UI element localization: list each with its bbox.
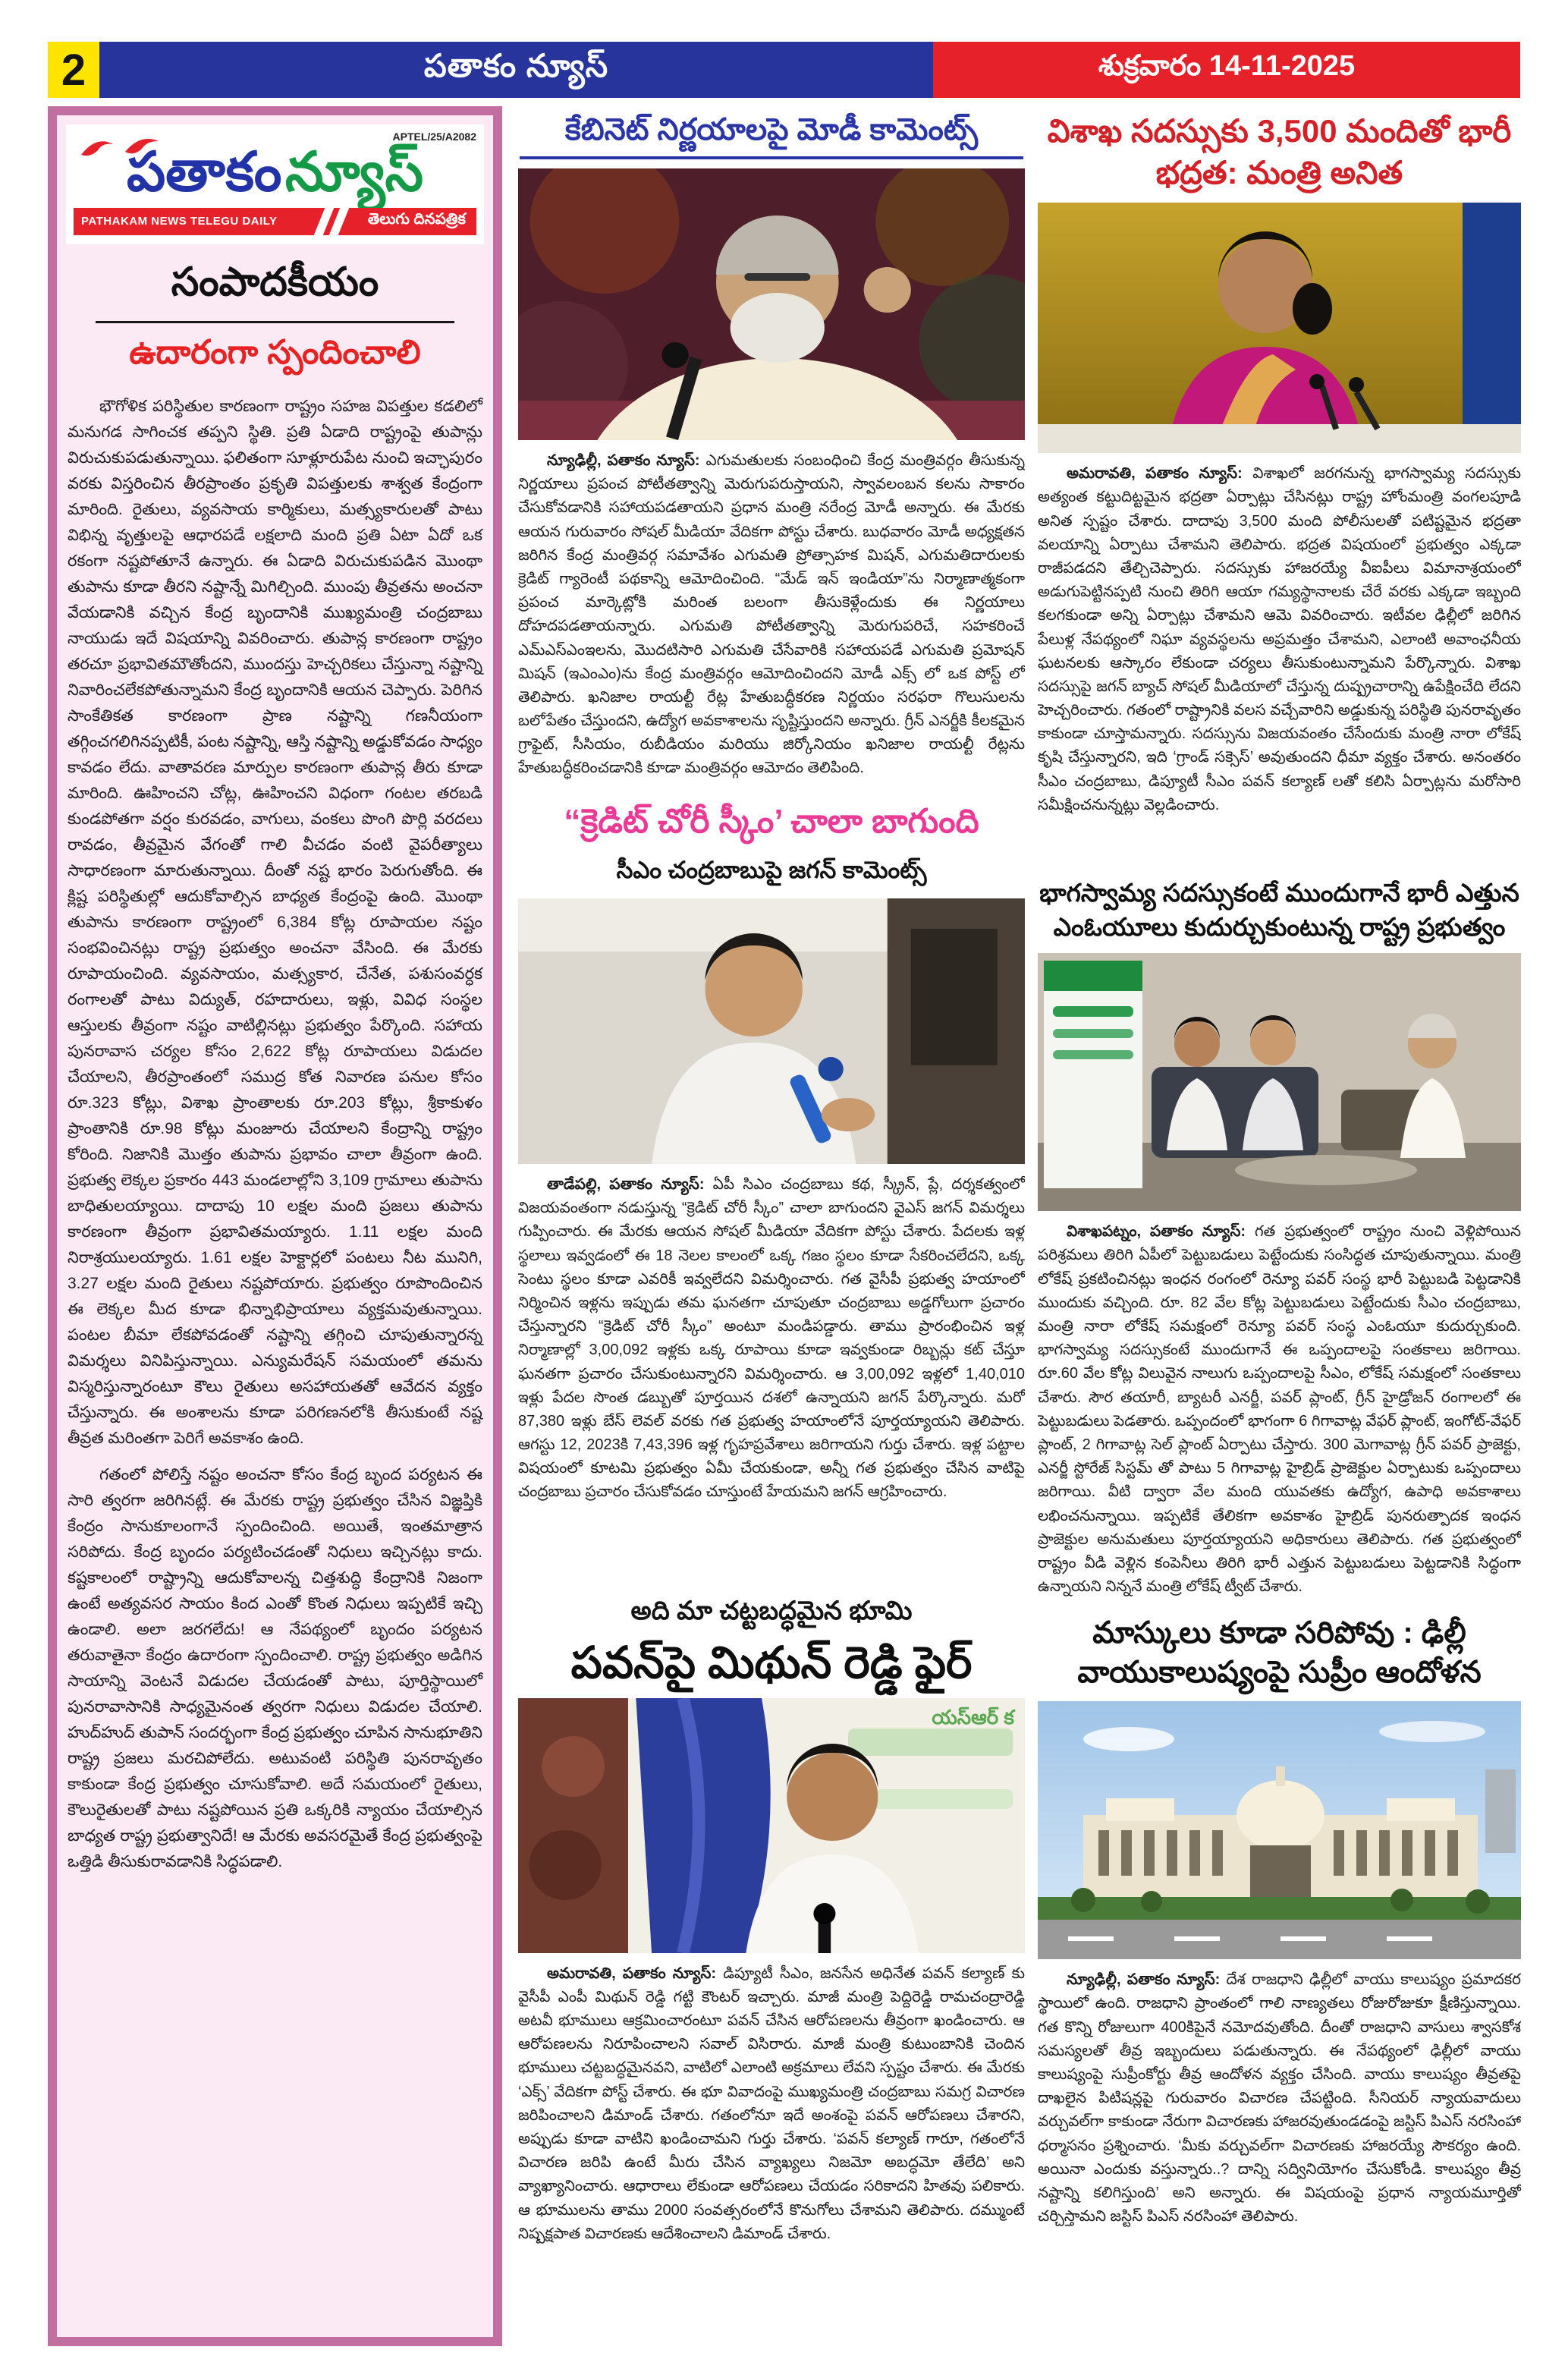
dateline: అమరావతి, పతాకం న్యూస్: — [1067, 465, 1243, 483]
anitha-article-body — [1038, 462, 1521, 863]
mithun-article-kicker: అది మా చట్టబద్ధమైన భూమి — [630, 1596, 913, 1625]
anitha-photo — [1038, 203, 1521, 453]
article-text: డిప్యూటీ సీఎం, జనసేన అధినేత పవన్ కల్యాణ్ కు వైసీపీ ఎంపీ మిథున్ రెడ్డి గట్టి కౌంటర్ ఇచ్చారు. మాజీ మంత్రి పెద్దిరెడ్డి రామచంద్రారెడ్డి అటవీ భూములు ఆక్రమించారంటూ పవన్ చేసిన ఆరోపణలను తీవ్రంగా ఖండించారు. ఆ ఆరోపణలను నిరూపించాలని సవాల్ విసిరారు. మాజీ మంత్రి కుటుంబానికి చెందిన భూములు చట్టబద్ధమైనవని, వాటిలో ఎలాంటి అక్రమాలు లేవని స్పష్టం చేశారు. ఈ మేరకు ‘ఎక్స్’ వేదికగా పోస్ట్ చేశారు. ఈ భూ వివాదంపై ముఖ్యమంత్రి చంద్రబాబు సమగ్ర విచారణ జరిపించాలని డిమాండ్ చేశారు. గతంలోనూ ఇదే అంశంపై పవన్ ఆరోపణలు చేశారని, అప్పుడు కూడా వాటిని ఖండించామని గుర్తు చేశారు. ‘పవన్ కల్యాణ్ గారూ, గతంలోనే విచారణ జరిపి ఉంటే మీరు చేసిన వ్యాఖ్యలు నిజమో అబద్ధమో తేలేది’ అని వ్యాఖ్యానించారు. ఆధారాలు లేకుండా ఆరోపణలు చేయడం సరికాదని హితవు పలికారు. ఆ భూములను తాము 2000 సంవత్సరంలోనే కొనుగోలు చేశామని తెలిపారు. దమ్ముంటే నిష్పక్షపాత విచారణకు ఆదేశించాలని డిమాండ్ చేశారు. — [518, 1964, 1025, 2242]
dateline: విశాఖపట్నం, పతాకం న్యూస్: — [1067, 1223, 1246, 1241]
paper-title: పతాకం న్యూస్ — [99, 42, 933, 98]
right-column — [1038, 111, 1521, 2295]
modi-article-headline: కేబినెట్ నిర్ణయాలపై మోడీ కామెంట్స్ — [564, 113, 979, 146]
editorial-divider — [96, 321, 455, 323]
logo-word-news: న్యూస్ — [284, 142, 424, 203]
page-header — [48, 42, 1520, 98]
dateline: తాడేపల్లి, పతాకం న్యూస్: — [547, 1176, 705, 1193]
masthead-ribbon — [74, 208, 476, 235]
modi-photo-illustration — [518, 168, 1025, 440]
supreme-court-photo — [1038, 1701, 1521, 1959]
article-text: ఏపీ సిఎం చంద్రబాబు కథ, స్క్రీన్, ప్లే, దర్శకత్వంలో విజయవంతంగా నడుస్తున్న “క్రెడిట్ చోరీ స్కీం” చాలా బాగుందని వైఎస్ జగన్ విమర్శలు గుప్పించారు. ఈ మేరకు ఆయన సోషల్ మీడియా వేదికగా పోస్టు చేశారు. పేదలకు ఇళ్ల స్థలాలు ఇవ్వడంలో ఈ 18 నెలల కాలంలో ఒక్క గజం స్థలం కూడా సేకరించలేదని, ఒక్క సెంటు స్థలం కూడా ఎవరికీ ఇవ్వలేదని విమర్శించారు. గత వైసీపీ ప్రభుత్వ హయాంలో నిర్మించిన ఇళ్లను ఇప్పుడు తమ ఘనతగా చూపుతూ చంద్రబాబు అడ్డగోలుగా ప్రచారం చేస్తున్నారని “క్రెడిట్ చోరీ స్కీం” అంటూ మండిపడ్డారు. తాము ప్రారంభించిన ఇళ్ల నిర్మాణాల్లో 3,00,092 ఇళ్లకు ఒక్క రూపాయి కూడా ఇవ్వకుండా రిబ్బన్లు కట్ చేస్తూ ఘనతగా ప్రచారం చేసుకుంటున్నారని విమర్శించారు. ఆ 3,00,092 ఇళ్లలో 1,40,010 ఇళ్లు పేదల సొంత డబ్బుతో పూర్తయిన దశలో ఉన్నాయని జగన్ పేర్కొన్నారు. మరో 87,380 ఇళ్లు బేస్ లెవల్ వరకు గత ప్రభుత్వ హయాంలోనే పూర్తయ్యాయని తెలిపారు. ఆగస్టు 12, 2023కి 7,43,396 ఇళ్ల గృహప్రవేశాలు జరిగాయని గుర్తు చేశారు. ఇళ్ల పట్టాల విషయంలో కూటమి ప్రభుత్వం ఏమీ చేయకుండా, అన్నీ గత ప్రభుత్వం చేసిన వాటిపై చంద్రబాబు ప్రచారం చేసుకోవడం చూస్తుంటే హేయమని జగన్ ఆగ్రహించారు. — [518, 1176, 1025, 1501]
editorial-section-label: సంపాదకీయం — [171, 260, 379, 304]
masthead-tagline-telugu: తెలుగు దినపత్రిక — [367, 211, 466, 228]
dateline: అమరావతి, పతాకం న్యూస్: — [547, 1964, 717, 1982]
paper-logo — [74, 144, 476, 202]
headline-underline — [520, 156, 1023, 159]
editorial-paragraph: గతంలో పోలిస్తే నష్టం అంచనా కోసం కేంద్ర బృంద పర్యటన ఈ సారి త్వరగా జరిగినట్లే. ఈ మేరకు రాష్ట్ర ప్రభుత్వం చేసిన విజ్ఞప్తికి కేంద్రం సానుకూలంగానే స్పందించింది. అయితే, ఇంతమాత్రాన సరిపోదు. కేంద్ర బృందం పర్యటించడంతో నిధులు ఇచ్చినట్లు కాదు. కష్టకాలంలో రాష్ట్రాన్ని ఆదుకోవాలన్న చిత్తశుద్ధి కేంద్రానికి నిజంగా ఉంటే అత్యవసర సాయం కింద ఎంతో కొంత నిధులు ఇప్పటికే ఇచ్చి ఉండాలి. అలా జరగలేదు! ఆ నేపథ్యంలో బృందం పర్యటన తరువాతైనా కేంద్రం ఉదారంగా స్పందించాలి. రాష్ట్ర ప్రభుత్వం అడిగిన సాయాన్ని వెంటనే విడుదల చేయడంతో పాటు, పూర్తిస్థాయిలో పునరావాసానికి సాధ్యమైనంత త్వరగా నిధులు విడుదల చేయాలి. హుద్‌హుద్ తుపాన్ సందర్భంగా కేంద్ర ప్రభుత్వం చూపిన సానుభూతిని రాష్ట్ర ప్రజలు మరచిపోలేదు. అటువంటి పరిస్థితి పునరావృతం కాకుండా కేంద్ర ప్రభుత్వం చూసుకోవాలి. అదే సమయంలో రైతులు, కౌలురైతులతో పాటు నష్టపోయిన ప్రతి ఒక్కరికి న్యాయం చేయాల్సిన బాధ్యత రాష్ట్ర ప్రభుత్వానిదే! ఆ మేరకు అవసరమైతే కేంద్ర ప్రభుత్వంపై ఒత్తిడి తీసుకురావడానికి సిద్ధపడాలి. — [68, 1466, 482, 1871]
mithun-photo-illustration — [518, 1698, 1025, 1953]
logo-word-pathakam: పతాకం — [126, 142, 282, 203]
jagan-article-headline: “క్రెడిట్ చోరీ స్కీం’ చాలా బాగుంది — [564, 803, 979, 840]
mithun-article-body — [518, 1962, 1025, 2328]
editorial-column — [48, 106, 502, 2346]
article-text: విశాఖలో జరగనున్న భాగస్వామ్య సదస్సుకు అత్యంత కట్టుదిట్టమైన భద్రతా ఏర్పాట్లు చేసినట్లు రాష్ట్ర హోంమంత్రి వంగలపూడి అనిత స్పష్టం చేశారు. దాదాపు 3,500 మంది పోలీసులతో పటిష్టమైన భద్రతా వలయాన్ని ఏర్పాటు చేశామని తెలిపారు. భద్రత విషయంలో ప్రభుత్వం ఎక్కడా రాజీపడదని తేల్చిచెప్పారు. సదస్సుకు హాజరయ్యే వీఐపీలు విమానాశ్రయంలో అడుగుపెట్టినప్పటి నుంచి తిరిగి ఆయా గమ్యస్థానాలకు చేరే వరకు ఎక్కడా ఇబ్బంది కలగకుండా అన్ని ఏర్పాట్లు చేశామని ఆమె వివరించారు. ఇటీవల ఢిల్లీలో జరిగిన పేలుళ్ల నేపథ్యంలో నిఘా వ్యవస్థలను అప్రమత్తం చేశామని, ఎలాంటి అవాంఛనీయ ఘటనలకు ఆస్కారం లేకుండా చర్యలు తీసుకుంటున్నామని పేర్కొన్నారు. విశాఖ సదస్సుపై జగన్ బ్యాచ్ సోషల్ మీడియాలో చేస్తున్న దుష్ప్రచారాన్ని ఉపేక్షించేది లేదని హెచ్చరించారు. గతంలో రాష్ట్రానికి వలస వచ్చేవారిని అడ్డుకున్న పరిస్థితి పునరావృతం కాకుండా చూస్తామన్నారు. సదస్సును విజయవంతం చేసేందుకు మంత్రి నారా లోకేష్ కృషి చేస్తున్నారని, ఇది ‘గ్రాండ్ సక్సెస్’ అవుతుందని ధీమా వ్యక్తం చేశారు. అనంతరం సీఎం చంద్రబాబు, డిప్యూటీ సీఎం పవన్ కల్యాణ్ లతో కలిసి ఏర్పాట్లను మరోసారి సమీక్షించనున్నట్లు వెల్లడించారు. — [1038, 465, 1521, 813]
jagan-article-subhead: సీఎం చంద్రబాబుపై జగన్ కామెంట్స్ — [616, 857, 927, 883]
bird-logo-icon — [80, 132, 163, 166]
masthead-tagline-english: PATHAKAM NEWS TELEGU DAILY — [81, 215, 278, 228]
mou-article-body — [1038, 1220, 1521, 1600]
page-number: 2 — [48, 42, 99, 98]
registration-number: APTEL/25/A2082 — [392, 131, 476, 143]
jagan-photo — [518, 898, 1025, 1164]
dateline: న్యూఢిల్లీ, పతాకం న్యూస్: — [1067, 1971, 1221, 1989]
editorial-paragraph: భౌగోళిక పరిస్థితుల కారణంగా రాష్ట్రం సహజ విపత్తుల కడలిలో మనుగడ సాగించక తప్పని స్థితి. ప్రతి ఏడాది రాష్ట్రంపై తుపాన్లు విరుచుకుపడుతున్నాయి. ఫలితంగా సూళ్లూరుపేట నుంచి ఇచ్ఛాపురం వరకు విస్తరించిన తీరప్రాంతం ప్రకృతి విపత్తులకు శాశ్వత కేంద్రంగా మారింది. రైతులు, వ్యవసాయ కార్మికులు, మత్స్యకారులతో పాటు విభిన్న వృత్తులపై ఆధారపడే లక్షలాది మంది ప్రతి ఏటా ఏదో ఒక రకంగా నష్టపోతూనే ఉన్నారు. ఈ ఏడాది విరుచుకుపడిన మొంథా తుపాను కూడా తీరని నష్టాన్నే మిగిల్చింది. ముంపు తీవ్రతను అంచనా వేయడానికి వచ్చిన కేంద్ర బృందానికి ముఖ్యమంత్రి చంద్రబాబు నాయుడు ఇదే విషయాన్ని వివరించారు. తుపాన్ల కారణంగా రాష్ట్రం తరచూ ప్రభావితమౌతోందని, ముందస్తు హెచ్చరికలు చేస్తున్నా నష్టాన్ని నివారించలేకపోతున్నామని కేంద్ర బృందానికి ఆయన చెప్పారు. పెరిగిన సాంకేతికత కారణంగా ప్రాణ నష్టాన్ని గణనీయంగా తగ్గించగలిగినప్పటికీ, పంట నష్టాన్ని, ఆస్తి నష్టాన్ని అడ్డుకోవడం సాధ్యం కావడం లేదు. వాతావరణ మార్పుల కారణంగా తుపాన్ల తీరు కూడా మారింది. ఊహించని చోట్ల, ఊహించని విధంగా గంటల తరబడి కుండపోతగా వర్షం కురవడం, వాగులు, వంకలు పొంగి పొర్లి వరదలు రావడం, తీవ్రమైన వేగంతో గాలి వీచడం వంటి వైపరీత్యాలు సాధారణంగా మారుతున్నాయి. దీంతో నష్ట భారం పెరుగుతోంది. ఈ క్లిష్ట పరిస్థితుల్లో ఆదుకోవాల్సిన బాధ్యత కేంద్రంపై ఉంది. మొంథా తుపాను కారణంగా రాష్ట్రంలో 6,384 కోట్ల రూపాయల నష్టం సంభవించినట్లు రాష్ట్ర ప్రభుత్వం అంచనా వేసింది. ఈ మేరకు రూపాయంచింది. వ్యవసాయం, మత్స్యకార, చేనేత, పశుసంవర్ధక రంగాలతో పాటు విద్యుత్, రహదారులు, ఇళ్లు, వివిధ సంస్థల ఆస్తులకు తీవ్రంగా నష్టం వాటిల్లినట్లు ప్రభుత్వం పేర్కొంది. సహాయ పునరావాస చర్యల కోసం 2,622 కోట్ల రూపాయలు విడుదల చేయాలని, తీరప్రాంతంలో సముద్ర కోత నివారణ పనుల కోసం రూ.323 కోట్లు, విశాఖ ప్రాంతాలకు రూ.203 కోట్లు, శ్రీకాకుళం ప్రాంతానికి రూ.98 కోట్లు మంజూరు చేయాలని కేంద్రాన్ని రాష్ట్రం కోరింది. నిజానికి మొత్తం తుపాను ప్రభావం చాలా తీవ్రంగా ఉంది. ప్రభుత్వ లెక్కల ప్రకారం 443 మండలాల్లోని 3,109 గ్రామాలు తుపాను బాధితులయ్యాయి. దాదాపు 10 లక్షల మంది ప్రజలు తుపాను కారణంగా తీవ్రంగా ప్రభావితమయ్యారు. 1.11 లక్షల మంది నిరాశ్రయులయ్యారు. 1.61 లక్షల హెక్టార్లలో పంటలు నీట మునిగి, 3.27 లక్షల మంది రైతులు నష్టపోయారు. ప్రభుత్వం రూపొందించిన ఈ లెక్కల మీద కూడా భిన్నాభిప్రాయాలు వ్యక్తమవుతున్నాయి. పంటల బీమా లేకపోవడంతో నష్టాన్ని తగ్గించి చూపుతున్నారన్న విమర్శలు వినిపిస్తున్నాయి. ఎన్యుమరేషన్ సమయంలో తమను విస్మరిస్తున్నారంటూ కౌలు రైతులు అసహాయతతో ఆవేదన వ్యక్తం చేస్తున్నారు. ఈ అంశాలను కూడా పరిగణనలోకి తీసుకుంటే నష్ట తీవ్రత మరింతగా పెరిగే అవకాశం ఉంది. — [68, 397, 482, 1448]
mou-meeting-photo — [1038, 953, 1521, 1211]
modi-article-body — [518, 449, 1025, 788]
article-text: దేశ రాజధాని ఢిల్లీలో వాయు కాలుష్యం ప్రమాదకర స్థాయిలో ఉంది. రాజధాని ప్రాంతంలో గాలి నాణ్యతలు రోజురోజుకూ క్షీణిస్తున్నాయి. గత కొన్ని రోజులుగా 400కిపైనే నమోదవుతోంది. దీంతో రాజధాని వాసులు శ్వాసకోశ సమస్యలతో తీవ్ర ఇబ్బందులు పడుతున్నారు. ఈ నేపథ్యంలో ఢిల్లీలో వాయు కాలుష్యంపై సుప్రీంకోర్టు తీవ్ర ఆందోళన వ్యక్తం చేసింది. వాయు కాలుష్యం తీవ్రతపై దాఖలైన పిటిషన్లపై గురువారం విచారణ చేపట్టింది. సీనియర్ న్యాయవాదులు వర్చువల్‌గా కాకుండా నేరుగా విచారణకు హాజరవుతుండడంపై జస్టిస్ పిఎస్ నరసింహా ధర్మాసనం ప్రశ్నించారు. ‘మీకు వర్చువల్‌గా విచారణకు హాజరయ్యే సౌకర్యం ఉంది. అయినా ఎందుకు వస్తున్నారు..? దాన్ని సద్వినియోగం చేసుకోండి. కాలుష్యం తీవ్ర నష్టాన్ని కలిగిస్తుంది’ అని అన్నారు. ఈ విషయంపై ప్రధాన న్యాయమూర్తితో చర్చిస్తామని జస్టిస్ పిఎస్ నరసింహా తెలిపారు. — [1038, 1971, 1521, 2226]
editorial-body — [66, 394, 484, 1876]
pollution-article-headline: మాస్కులు కూడా సరిపోవు : ఢిల్లీ వాయుకాలుష్యంపై సుప్రీం ఆందోళన — [1077, 1616, 1482, 1690]
dateline: న్యూఢిల్లీ, పతాకం న్యూస్: — [547, 452, 700, 469]
issue-date: శుక్రవారం 14-11-2025 — [933, 42, 1520, 98]
middle-column — [518, 111, 1025, 2328]
modi-photo — [518, 168, 1025, 440]
mithun-photo — [518, 1698, 1025, 1953]
mou-photo-illustration — [1038, 953, 1521, 1211]
anitha-article-headline: విశాఖ సదస్సుకు 3,500 మందితో భారీ భద్రత: మంత్రి అనిత — [1047, 113, 1512, 190]
anitha-photo-illustration — [1038, 203, 1521, 453]
masthead — [66, 124, 484, 244]
editorial-headline: ఉదారంగా స్పందించాలి — [129, 333, 421, 371]
jagan-article-body — [518, 1173, 1025, 1583]
mou-article-headline: భాగస్వామ్య సదస్సుకంటే ముందుగానే భారీ ఎత్తున ఎంఓయూలు కుదుర్చుకుంటున్న రాష్ట్ర ప్రభుత్వం — [1039, 879, 1519, 941]
jagan-photo-illustration — [518, 898, 1025, 1164]
pollution-article-body — [1038, 1968, 1521, 2295]
article-text: గత ప్రభుత్వంలో రాష్ట్రం నుంచి వెళ్లిపోయిన పరిశ్రమలు తిరిగి ఏపీలో పెట్టుబడులు పెట్టేందుకు సంసిద్ధత చూపుతున్నాయి. మంత్రి లోకేష్ ప్రకటించినట్లు ఇంధన రంగంలో రెన్యూ పవర్ సంస్థ భారీ పెట్టుబడి పెట్టడానికి ముందుకు వచ్చింది. రూ. 82 వేల కోట్ల పెట్టుబడులు పెట్టేందుకు సీఎం చంద్రబాబు, మంత్రి నారా లోకేష్ సమక్షంలో రెన్యూ పవర్ సంస్థ ఎంఓయూ కుదుర్చుకుంది. భాగస్వామ్య సదస్సుకంటే ముందుగానే ఈ ఒప్పందాలపై సంతకాలు జరిగాయి. రూ.60 వేల కోట్ల విలువైన నాలుగు ఒప్పందాలపై సీఎం, లోకేష్ సమక్షంలో సంతకాలు చేశారు. సౌర తయారీ, బ్యాటరీ ఎనర్జీ, పవర్ ప్లాంట్, గ్రీన్ హైడ్రోజన్ రంగాలలో ఈ పెట్టుబడులు పెడతారు. ఒప్పందంలో భాగంగా 6 గిగావాట్ల వేఫర్ ప్లాంట్, ఇంగోట్-వేఫర్ ప్లాంట్, 2 గిగావాట్ల సెల్ ప్లాంట్ ఏర్పాటు చేస్తారు. 300 మెగావాట్ల గ్రీన్ పవర్ ప్రాజెక్టు, ఎనర్జీ స్టోరేజ్ సిస్టమ్ తో పాటు 5 గిగావాట్ల హైబ్రిడ్ ప్రాజెక్టుల ఏర్పాటుకు ఒప్పందాలు జరిగాయి. వీటి ద్వారా వేల మంది యువతకు ఉద్యోగ, ఉపాధి అవకాశాలు లభించనున్నాయి. ఇప్పటికే తేలికగా అవకాశం హైబ్రిడ్ పునరుత్పాదక ఇంధన ప్రాజెక్టుల అనుమతులు పూర్తయ్యాయని అధికారులు తెలిపారు. గత ప్రభుత్వంలో రాష్ట్రం వీడి వెళ్లిన కంపెనీలు తిరిగి భారీ ఎత్తున పెట్టుబడులు పెట్టడానికి సిద్ధంగా ఉన్నాయని నిన్ననే మంత్రి లోకేష్ ట్వీట్ చేశారు. — [1038, 1223, 1521, 1596]
article-text: ఎగుమతులకు సంబంధించి కేంద్ర మంత్రివర్గం తీసుకున్న నిర్ణయాలు ప్రపంచ పోటీతత్వాన్ని మెరుగుపరుస్తాయని, స్వావలంబన కలను సాకారం చేసుకోవడానికి సహాయపడతాయని ప్రధాన మంత్రి నరేంద్ర మోడీ అన్నారు. ఈ మేరకు ఆయన గురువారం సోషల్ మీడియా వేదికగా పోస్టు చేశారు. బుధవారం మోడీ అధ్యక్షతన జరిగిన కేంద్ర మంత్రివర్గ సమావేశం ఎగుమతి ప్రోత్సాహక మిషన్, ఎగుమతిదారులకు క్రెడిట్ గ్యారెంటీ పథకాన్ని ఆమోదించింది. “మేడ్ ఇన్ ఇండియా”ను నిర్మాణాత్మకంగా ప్రపంచ మార్కెట్లోకి మరింత బలంగా తీసుకెళ్లేందుకు ఈ నిర్ణయాలు దోహదపడతాయన్నారు. ఎగుమతి పోటీతత్వాన్ని మెరుగుపరిచే, సహకరించే ఎమ్ఎస్ఎంఇలను, మొదటిసారి ఎగుమతి చేసేవారికి సహాయపడే ఎగుమతి ప్రమోషన్ మిషన్ (ఇఎంఎం)ను కేంద్ర మంత్రివర్గం ఆమోదించిందని మోడీ ఎక్స్ లో ఒక పోస్ట్ లో తెలిపారు. ఖనిజాల రాయల్టీ రేట్ల హేతుబద్ధీకరణ నిర్ణయం సరఫరా గొలుసులను బలోపేతం చేస్తుందని, ఉద్యోగ అవకాశాలను సృష్టిస్తుందని అన్నారు. గ్రీన్ ఎనర్జీకి కీలకమైన గ్రాఫైట్, సీసియం, రుబీడియం మరియు జిర్కోనియం ఖనిజాల రాయల్టీ రేట్లను హేతుబద్ధీకరించడానికి కూడా మంత్రివర్గం ఆమోదం తెలిపింది. — [518, 452, 1025, 777]
photo-banner-text: యస్ఆర్ క — [932, 1705, 1014, 1729]
mithun-article-headline: పవన్‌పై మిథున్ రెడ్డి ఫైర్ — [570, 1638, 973, 1688]
court-photo-illustration — [1038, 1701, 1521, 1959]
